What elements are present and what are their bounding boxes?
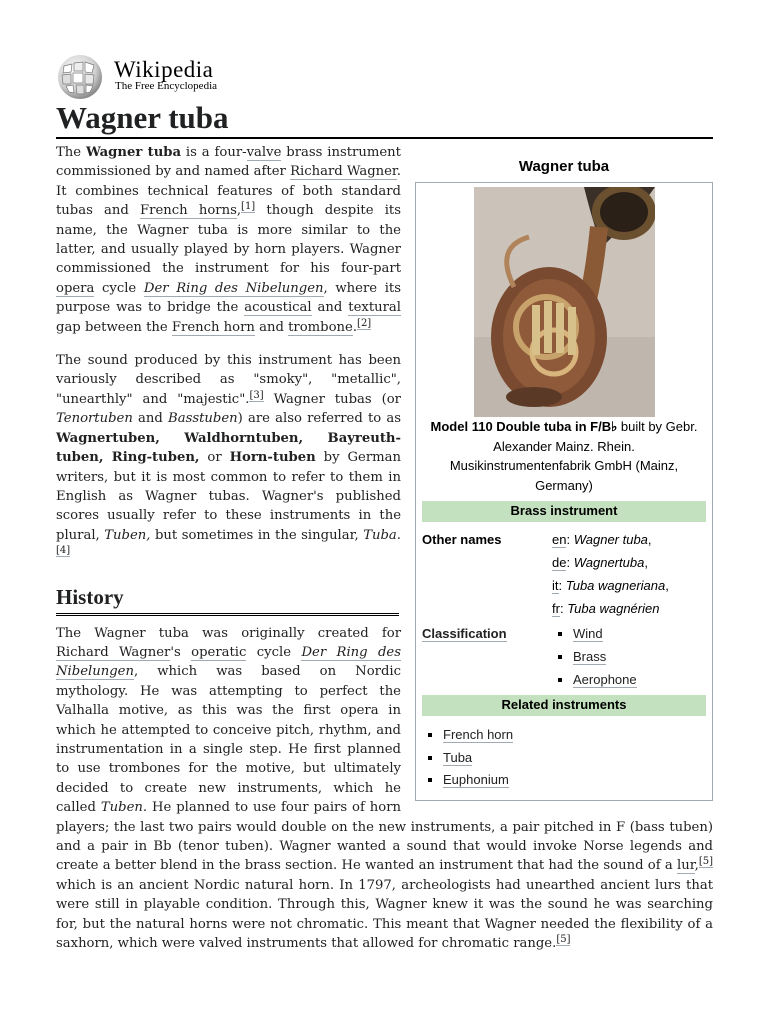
text: , xyxy=(694,858,699,874)
link-french-horns[interactable]: French horns xyxy=(140,203,237,219)
other-name-text: Tuba wagnérien xyxy=(567,601,660,617)
bold-term: Horn-tuben xyxy=(229,450,316,466)
link-acoustical[interactable]: acoustical xyxy=(244,300,312,316)
classification-item xyxy=(573,622,706,645)
text: though despite its name, the Wagner tuba is more similar to the latter, and usually played by horn players. Wagner commissioned the instrument for his four-part xyxy=(56,203,401,277)
text: and xyxy=(311,300,349,316)
infobox-title: Wagner tuba xyxy=(518,158,610,175)
link-french-horn[interactable]: French horn xyxy=(171,319,255,335)
link-der-ring[interactable]: Der Ring des Nibelungen xyxy=(56,644,401,680)
other-name-en xyxy=(552,528,706,551)
text: cycle xyxy=(246,644,302,660)
classification-link-wind[interactable]: Wind xyxy=(573,626,603,642)
infobox-header-related: Related instruments xyxy=(422,695,706,716)
other-name-fr xyxy=(552,597,706,620)
text: . It combines technical features of both standard tubas and xyxy=(56,164,401,219)
lang-link-fr[interactable]: fr xyxy=(552,601,560,617)
link-operatic[interactable]: operatic xyxy=(191,644,247,660)
infobox xyxy=(415,143,713,801)
caption-text: built by Gebr. Alexander Mainz. Rhein. Musikinstrumentenfabrik GmbH (Mainz, Germany) xyxy=(449,419,698,493)
text: He planned to use four pairs of horn players; the last two pairs would double on the new instruments, a pair pitched in F (bass tuben) and a pair in Bb (tenor tuben). Wagner wanted a sound that would invoke Norse legends and create a better blend in the brass section. He wanted an instrument that had the sound of a xyxy=(56,800,713,874)
ref-4[interactable]: [4] xyxy=(56,545,71,557)
link-trombone[interactable]: trombone xyxy=(288,319,353,335)
wikipedia-brand[interactable] xyxy=(56,52,713,100)
text: brass instrument commissioned by and named after xyxy=(56,145,401,180)
italic-term: Tenortuben xyxy=(56,411,133,427)
ref-3[interactable]: [3] xyxy=(249,389,264,401)
classification-list xyxy=(552,622,706,691)
infobox-caption xyxy=(422,417,706,495)
text: The Wagner tuba was originally created for xyxy=(56,625,401,641)
bold-term: Wagner tuba xyxy=(85,145,182,160)
other-name-it xyxy=(552,574,706,597)
link-richard-wagner[interactable]: Richard Wagner xyxy=(56,644,171,660)
classification-link-aerophone[interactable]: Aerophone xyxy=(573,672,637,688)
other-name-de xyxy=(552,551,706,574)
list-comma: , xyxy=(647,532,652,548)
italic-term: Tuben. xyxy=(100,800,148,816)
other-names-label: Other names xyxy=(422,532,502,548)
related-item xyxy=(443,724,706,747)
classification-item xyxy=(573,645,706,668)
text: The xyxy=(56,145,86,160)
text: The sound produced by this instrument has been variously described as "smoky", "metallic", "unearthly" and "majestic". xyxy=(56,353,401,407)
related-item xyxy=(443,747,706,770)
italic-term: Tuben, xyxy=(104,527,151,543)
lang-sep: : xyxy=(558,578,563,594)
related-link-tuba[interactable]: Tuba xyxy=(443,749,473,765)
wagner-tuba-image[interactable] xyxy=(474,187,655,417)
text: , where its purpose was to bridge the xyxy=(56,280,401,316)
text: , which was based on Nordic mythology. He was attempting to perfect the Valhalla motive, as this was the first opera in which he attempted to conceive pitch, rhythm, and instrumentation in a single step. He first planned to use trombones for the motive, but ultimately decided to create new instruments, which he called xyxy=(56,664,401,816)
related-link-french-horn[interactable]: French horn xyxy=(443,727,514,743)
link-lur[interactable]: lur xyxy=(677,858,695,874)
link-opera[interactable]: opera xyxy=(56,280,95,296)
page xyxy=(56,52,713,963)
link-richard-wagner[interactable]: Richard Wagner xyxy=(290,164,397,180)
other-name-text: Tuba wagneriana xyxy=(565,578,666,594)
text: and xyxy=(254,319,289,335)
lang-sep: : xyxy=(566,532,571,548)
text: 's xyxy=(170,644,192,660)
wordmark: Wikipedia xyxy=(114,57,214,82)
lang-link-de[interactable]: de xyxy=(552,555,567,571)
other-name-text: Wagner tuba xyxy=(573,532,648,548)
lang-link-it[interactable]: it xyxy=(552,578,559,594)
bold-term: Wagnertuben, Waldhorntuben, Bayreuth-tuben, Ring-tuben, xyxy=(56,430,401,466)
ref-5[interactable]: [5] xyxy=(556,934,571,946)
tagline: The Free Encyclopedia xyxy=(115,80,218,92)
section-heading-history: History xyxy=(56,583,399,616)
text: , xyxy=(236,203,242,219)
caption-bold: Model 110 Double tuba in F/B♭ xyxy=(430,419,618,435)
infobox-box xyxy=(415,182,713,801)
classification-link[interactable]: Classification xyxy=(422,626,507,642)
related-instruments-list xyxy=(422,724,706,792)
italic-term: Tuba xyxy=(363,527,397,543)
other-names-row xyxy=(422,528,706,620)
text: or xyxy=(199,450,230,466)
related-item xyxy=(443,769,706,792)
text: cycle xyxy=(94,280,144,296)
text: by German writers, but it is most common to refer to them in English as Wagner tubas. Wagner's published scores usually refer to these instruments in the plural, xyxy=(56,450,401,543)
wikipedia-globe-logo-icon[interactable] xyxy=(56,54,104,100)
lang-link-en[interactable]: en xyxy=(552,532,567,548)
text: gap between the xyxy=(56,319,172,335)
infobox-header-brass: Brass instrument xyxy=(422,501,706,522)
link-textural[interactable]: textural xyxy=(348,300,401,316)
text: . xyxy=(396,527,401,543)
ref-1[interactable]: [1] xyxy=(241,201,256,213)
other-names-list xyxy=(552,528,706,620)
text: and xyxy=(132,411,169,427)
other-name-text: Wagnertuba xyxy=(573,555,645,571)
text: ) are also referred to as xyxy=(237,411,401,427)
ref-5[interactable]: [5] xyxy=(698,856,713,868)
ref-2[interactable]: [2] xyxy=(357,317,372,329)
related-link-euphonium[interactable]: Euphonium xyxy=(443,772,509,788)
list-comma: , xyxy=(644,555,648,571)
text: which is an ancient Nordic natural horn. In 1797, archeologists had unearthed ancient lurs that were still in playable condition. Through this, Wagner knew it was the sound he was searching for, but the natural horns were not chromatic. This meant that Wagner needed the flexibility of a saxhorn, which were valved instruments that allowed for chromatic range. xyxy=(56,877,713,952)
link-der-ring[interactable]: Der Ring des Nibelungen xyxy=(143,280,324,296)
text: but sometimes in the singular, xyxy=(150,527,364,543)
text: is a four- xyxy=(181,145,247,160)
classification-row xyxy=(422,622,706,691)
article-content xyxy=(56,143,713,953)
link-valve[interactable]: valve xyxy=(246,145,282,160)
italic-term: Basstuben xyxy=(168,411,238,427)
classification-link-brass[interactable]: Brass xyxy=(573,649,607,665)
classification-label xyxy=(422,622,552,691)
list-comma: , xyxy=(665,578,669,594)
page-title: Wagner tuba xyxy=(56,100,713,139)
classification-item xyxy=(573,668,706,691)
lang-sep: : xyxy=(566,555,571,571)
lang-sep: : xyxy=(559,601,564,617)
text: Wagner tubas (or xyxy=(263,391,401,407)
text: . xyxy=(352,319,358,335)
